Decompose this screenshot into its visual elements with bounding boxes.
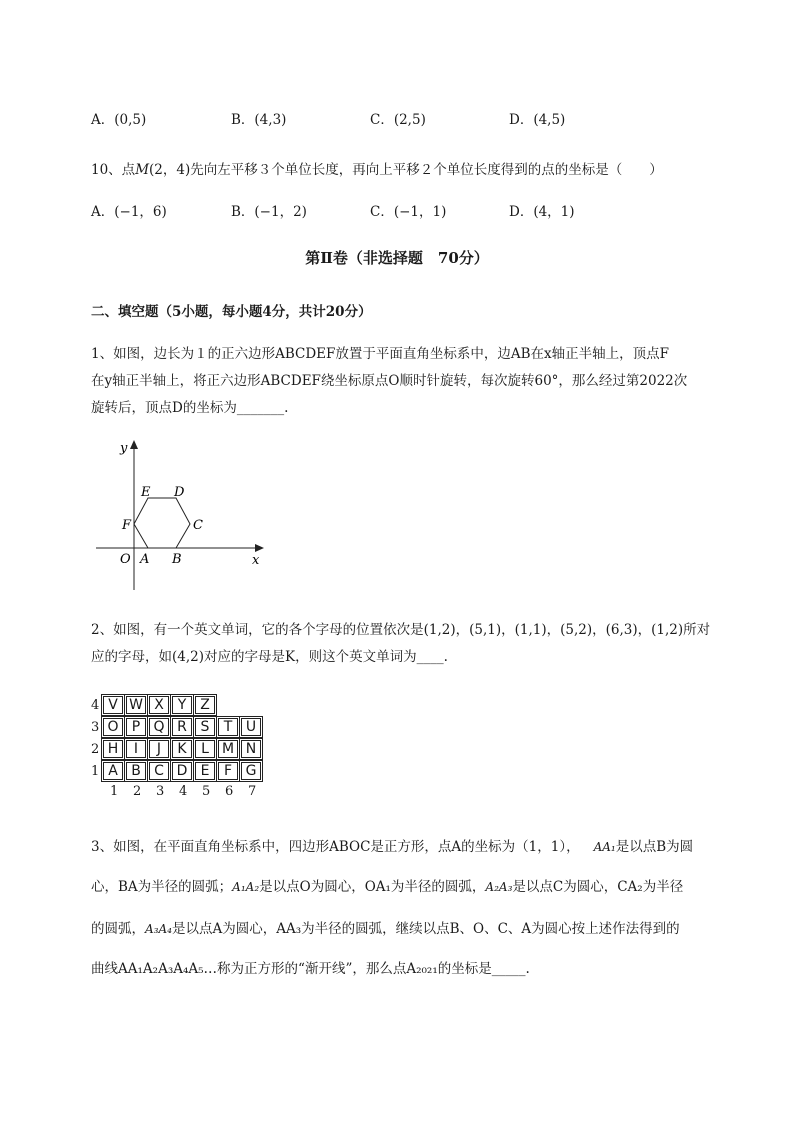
grid-row — [91, 738, 265, 760]
letter-cell: H — [103, 740, 123, 758]
letter-cell: O — [103, 718, 123, 736]
letter-cell: U — [241, 718, 261, 736]
letter-cell: N — [241, 740, 261, 758]
arc-a3a4: A₃A₄ — [145, 922, 172, 936]
x-axis-arrow — [255, 544, 264, 552]
q10-option-d: D．(4，1) — [509, 204, 575, 220]
prev-option-b: B．(4,3) — [231, 112, 287, 128]
letter-cell: L — [195, 740, 215, 758]
arc-a2a3: A₂A₃ — [485, 880, 513, 894]
label-d: D — [174, 485, 185, 500]
x-axis-label: x — [252, 553, 260, 568]
letter-cell: T — [218, 718, 238, 736]
p1-line-2: 在y轴正半轴上，将正六边形ABCDEF绕坐标原点O顺时针旋转，每次旋转60°，那么经过第2022次 — [91, 373, 688, 389]
q10-option-b: B．(−1，2) — [231, 204, 307, 220]
part-2-heading: 二、填空题（5小题，每小题4分，共计20分） — [91, 304, 372, 320]
p1-line-1: 1、如图，边长为１的正六边形ABCDEF放置于平面直角坐标系中，边AB在x轴正半轴上，顶点F — [91, 346, 670, 362]
arc-a1a2: A₁A₂ — [232, 880, 260, 894]
letter-cell: V — [103, 696, 123, 714]
letter-cell: E — [195, 762, 215, 780]
letter-grid — [91, 694, 265, 799]
letter-cell: Y — [172, 696, 192, 714]
column-numbers — [104, 784, 265, 799]
column-number: 4 — [179, 784, 188, 799]
letter-cell: J — [149, 740, 169, 758]
prev-option-c: C．(2,5) — [370, 112, 426, 128]
label-a: A — [140, 552, 150, 567]
letter-cell: K — [172, 740, 192, 758]
row-number: 4 — [91, 697, 100, 713]
label-o: O — [120, 552, 131, 567]
p3-line-2: 心，BA为半径的圆弧；A₁A₂是以点O为圆心，OA₁为半径的圆弧，A₂A₃是以点C为圆心，CA₂为半径 — [91, 879, 684, 895]
section-2-title: 第Ⅱ卷（非选择题 70分） — [305, 249, 489, 267]
letter-cell: Q — [149, 718, 169, 736]
y-axis-label: y — [120, 441, 128, 456]
prev-option-d: D．(4,5) — [509, 112, 566, 128]
q10-option-a: A．(−1，6) — [91, 204, 167, 220]
letter-cell: X — [149, 696, 169, 714]
p3-line-4: 曲线AA₁A₂A₃A₄A₅…称为正方形的“渐开线”，那么点A₂₀₂₁的坐标是_____. — [91, 961, 530, 977]
column-number: 5 — [202, 784, 211, 799]
row-number: 2 — [91, 741, 100, 757]
column-number: 1 — [110, 784, 119, 799]
label-b: B — [172, 552, 182, 567]
letter-cell: P — [126, 718, 146, 736]
grid-row — [91, 694, 265, 716]
label-c: C — [193, 518, 203, 533]
letter-cell: F — [218, 762, 238, 780]
letter-cell: R — [172, 718, 192, 736]
letter-cell: M — [218, 740, 238, 758]
grid-row — [91, 716, 265, 738]
prev-option-a: A．(0,5) — [91, 112, 147, 128]
p1-line-3: 旋转后，顶点D的坐标为_______. — [91, 400, 289, 416]
p2-line-1: 2、如图，有一个英文单词，它的各个字母的位置依次是(1,2)，(5,1)，(1,1)，(5,2)，(6,3)，(1,2)所对 — [91, 622, 711, 638]
letter-cell: Z — [195, 696, 215, 714]
letter-cell: G — [241, 762, 261, 780]
column-number: 3 — [156, 784, 165, 799]
p3-line-3: 的圆弧，A₃A₄是以点A为圆心，AA₃为半径的圆弧，继续以点B、O、C、A为圆心按上述作法得到的 — [91, 921, 680, 937]
column-number: 2 — [133, 784, 142, 799]
grid-row — [91, 760, 265, 782]
hexagon-figure — [90, 432, 270, 592]
hexagon-shape — [134, 498, 190, 548]
letter-cell: B — [126, 762, 146, 780]
column-number: 6 — [225, 784, 234, 799]
q10-option-c: C．(−1，1) — [370, 204, 447, 220]
row-number: 1 — [91, 763, 100, 779]
letter-cell: C — [149, 762, 169, 780]
label-e: E — [141, 485, 151, 500]
arc-aa1: AA₁ — [593, 840, 616, 854]
letter-cell: I — [126, 740, 146, 758]
letter-cell: D — [172, 762, 192, 780]
label-f: F — [122, 518, 132, 533]
y-axis-arrow — [130, 440, 138, 449]
letter-cell: A — [103, 762, 123, 780]
q10-stem: 10、点M(2，4)先向左平移３个单位长度，再向上平移２个单位长度得到的点的坐标是（ ） — [91, 162, 663, 178]
p3-line-1: 3、如图，在平面直角坐标系中，四边形ABOC是正方形，点A的坐标为（1，1）， AA₁是以点B为圆 — [91, 839, 694, 855]
column-number: 7 — [248, 784, 257, 799]
row-number: 3 — [91, 719, 100, 735]
p2-line-2: 应的字母，如(4,2)对应的字母是K，则这个英文单词为____. — [91, 649, 448, 665]
letter-cell: W — [126, 696, 146, 714]
letter-cell: S — [195, 718, 215, 736]
